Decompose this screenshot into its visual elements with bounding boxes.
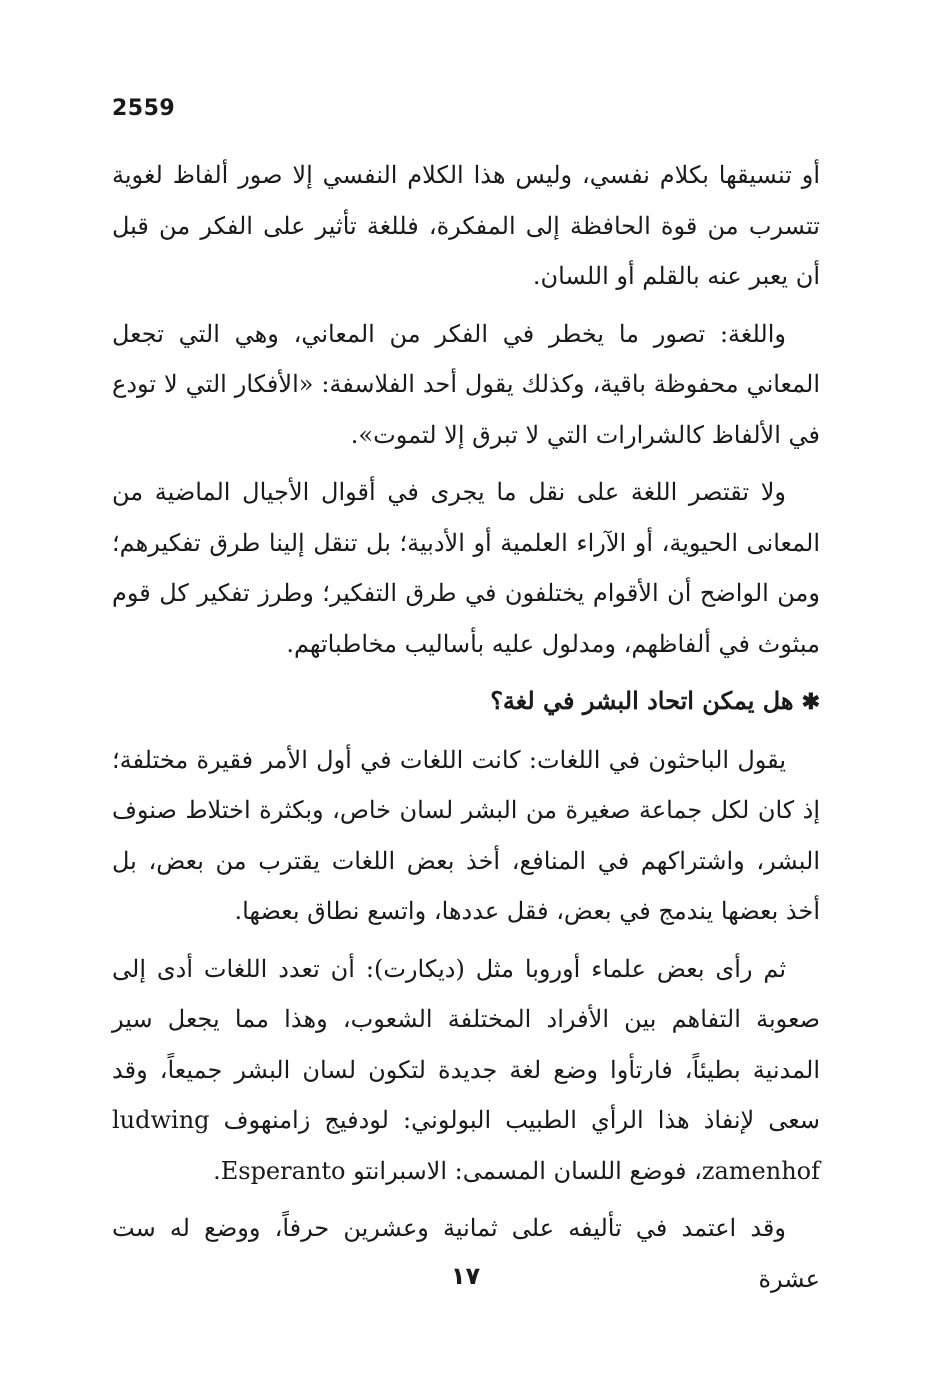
bottom-page-number: ١٧ — [450, 1262, 481, 1290]
paragraph-5: ثم رأى بعض علماء أوروبا مثل (ديكارت): أن تعدد اللغات أدى إلى صعوبة التفاهم بين الأفراد المختلفة الشعوب، وهذا مما يجعل سير المدنية بطيئاً، فارتأوا وضع لغة جديدة لتكون لسان البشر جميعاً، وقد سعى لإنفاذ هذا الرأي الطبيب البولوني: لودفيج زامنهوف ludwing zamenhof، فوضع اللسان المسمى: الاسبرانتو Esperanto. — [112, 954, 820, 1185]
asterisk-icon: ✱ — [801, 689, 820, 715]
paragraph-4: يقول الباحثون في اللغات: كانت اللغات في أول الأمر فقيرة مختلفة؛ إذ كان لكل جماعة صغيرة من البشر لسان خاص، وبكثرة اختلاط صنوف البشر، واشتراكهم في المنافع، أخذ بعض اللغات يقترب من بعض، بل أخذ بعضها يندمج في بعض، فقل عددها، واتسع نطاق بعضها. — [112, 745, 820, 925]
paragraph-3: ولا تقتصر اللغة على نقل ما يجرى في أقوال الأجيال الماضية من المعانى الحيوية، أو الآراء العلمية أو الأدبية؛ بل تنقل إلينا طرق تفكيرهم؛ ومن الواضح أن الأقوام يختلفون في طرق التفكير؛ وطرز تفكير كل قوم مبثوث في ألفاظهم، ومدلول عليه بأساليب مخاطباتهم. — [112, 478, 820, 658]
section-heading — [112, 676, 820, 728]
paragraph-1: أو تنسيقها بكلام نفسي، وليس هذا الكلام النفسي إلا صور ألفاظ لغوية تتسرب من قوة الحافظة إلى المفكرة، فللغة تأثير على الفكر من قبل أن يعبر عنه بالقلم أو اللسان. — [112, 161, 820, 290]
top-page-number: 2559 — [112, 96, 176, 121]
paragraph-6: وقد اعتمد في تأليفه على ثمانية وعشرين حرفاً، ووضع له ست عشرة — [112, 1214, 820, 1293]
section-heading-text: هل يمكن اتحاد البشر في لغة؟ — [490, 686, 794, 715]
page-body — [112, 150, 820, 1311]
paragraph-2: واللغة: تصور ما يخطر في الفكر من المعاني، وهي التي تجعل المعاني محفوظة باقية، وكذلك يقول أحد الفلاسفة: «الأفكار التي لا تودع في الألفاظ كالشرارات التي لا تبرق إلا لتموت». — [112, 319, 820, 449]
